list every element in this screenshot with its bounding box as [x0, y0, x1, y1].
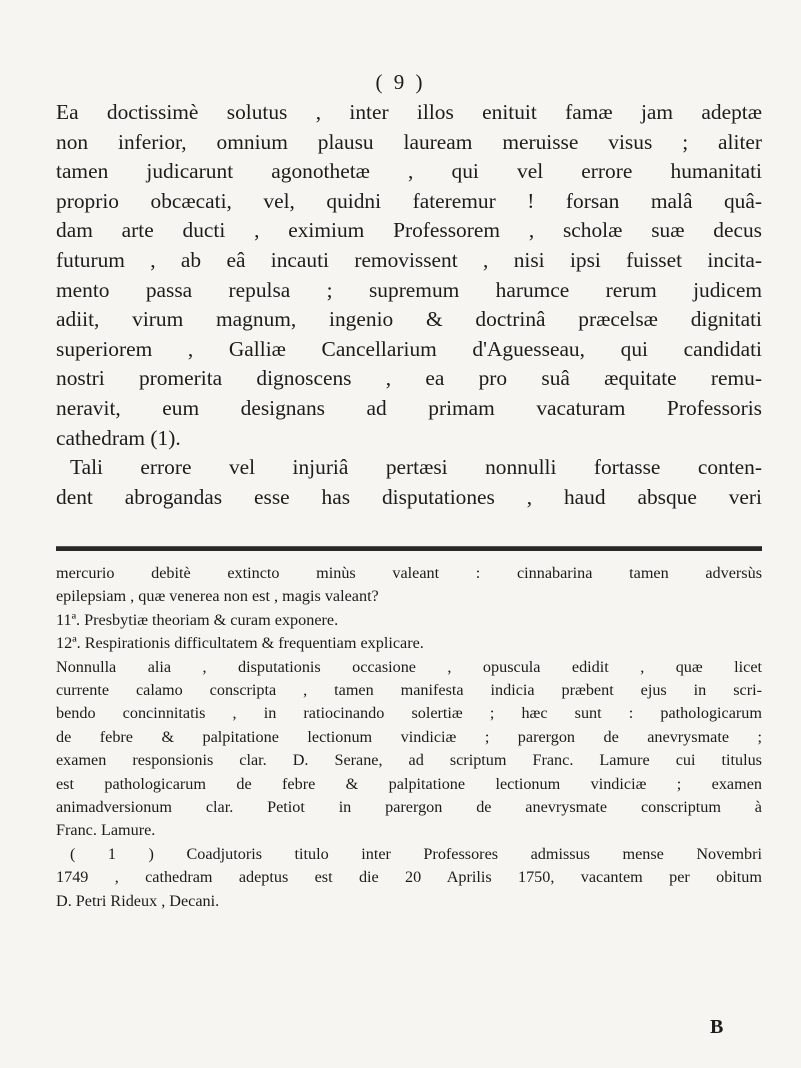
note-line: D. Petri Rideux , Decani. — [56, 891, 220, 910]
footnote-divider — [56, 546, 762, 551]
main-line: cathedram (1). — [56, 425, 181, 450]
note-line: de febre & palpitatione lectionum vindiciæ ; parergon de anevrysmate ; — [56, 727, 762, 746]
note-line: ( 1 ) Coadjutoris titulo inter Professores admissus mense Novembri — [70, 844, 762, 863]
main-line: superiorem , Galliæ Cancellarium d'Aguesseau, qui candidati — [56, 336, 762, 361]
note-line: mercurio debitè extincto minùs valeant : cinnabarina tamen adversùs — [56, 564, 762, 582]
main-line: Tali errore vel injuriâ pertæsi nonnulli fortasse conten- — [70, 455, 762, 480]
main-line: mento passa repulsa ; supremum harumce rerum judicem — [56, 277, 762, 302]
note-line: examen responsionis clar. D. Serane, ad scriptum Franc. Lamure cui titulus — [56, 751, 762, 770]
note-line: epilepsiam , quæ venerea non est , magis valeant? — [56, 587, 379, 606]
note-line: 12ª. Respirationis difficultatem & frequentiam explicare. — [56, 634, 424, 653]
note-line: Nonnulla alia , disputationis occasione , opuscula edidit , quæ licet — [56, 657, 762, 676]
main-line: dam arte ducti , eximium Professorem , scholæ suæ decus — [56, 218, 762, 243]
note-line: est pathologicarum de febre & palpitatione lectionum vindiciæ ; examen — [56, 774, 762, 793]
note-line: currente calamo conscripta , tamen manifesta indicia præbent ejus in scri- — [56, 681, 762, 700]
note-line: Franc. Lamure. — [56, 821, 156, 840]
main-text — [56, 98, 762, 512]
main-line: futurum , ab eâ incauti removissent , nisi ipsi fuisset incita- — [56, 247, 762, 272]
note-line: animadversionum clar. Petiot in parergon de anevrysmate conscriptum à — [56, 798, 762, 817]
main-line: neravit, eum designans ad primam vacaturam Professoris — [56, 395, 762, 420]
note-line: bendo concinnitatis , in ratiocinando solertiæ ; hæc sunt : pathologicarum — [56, 704, 762, 723]
footnotes — [56, 562, 762, 913]
main-line: Ea doctissimè solutus , inter illos enituit famæ jam adeptæ — [56, 100, 762, 124]
main-line: proprio obcæcati, vel, quidni fateremur ! forsan malâ quâ- — [56, 188, 762, 213]
main-line: nostri promerita dignoscens , ea pro suâ æquitate remu- — [56, 366, 762, 391]
main-line: tamen judicarunt agonothetæ , qui vel errore humanitati — [56, 159, 762, 184]
page-number: ( 9 ) — [375, 70, 426, 94]
signature-mark: B — [710, 1016, 724, 1038]
note-line: 11ª. Presbytiæ theoriam & curam exponere. — [56, 610, 339, 629]
main-line: adiit, virum magnum, ingenio & doctrinâ præcelsæ dignitati — [56, 307, 762, 332]
main-line: non inferior, omnium plausu lauream meruisse visus ; aliter — [56, 129, 762, 154]
main-line: dent abrogandas esse has disputationes , haud absque veri — [56, 484, 762, 509]
note-line: 1749 , cathedram adeptus est die 20 Aprilis 1750, vacantem per obitum — [56, 868, 762, 887]
